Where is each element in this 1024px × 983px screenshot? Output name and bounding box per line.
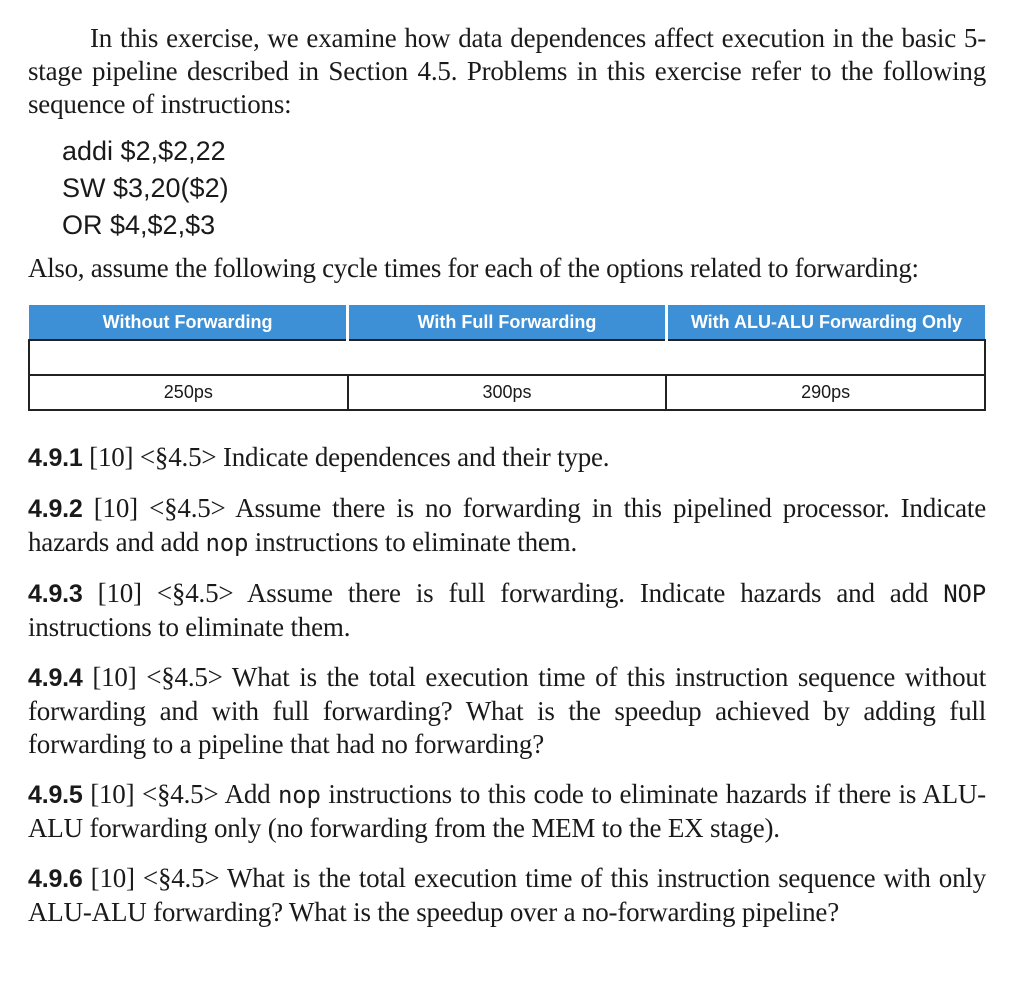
problem-4-9-4 — [28, 661, 986, 761]
problem-number: 4.9.1 — [28, 444, 83, 472]
problem-meta: [10] <§4.5> — [82, 493, 236, 523]
problem-text: What is the total execution time of this instruction sequence with only ALU-ALU forwarding? What is the speedup over a no-forwarding pipeline? — [28, 863, 986, 927]
problem-number: 4.9.3 — [28, 580, 83, 608]
problem-text: Indicate dependences and their type. — [222, 442, 610, 472]
problem-text: Assume there is no forwarding in this pipelined processor. Indicate hazards and add — [28, 493, 986, 557]
header-full-forwarding: With Full Forwarding — [348, 305, 667, 340]
problem-4-9-2 — [28, 492, 986, 560]
problem-text: Assume there is full forwarding. Indicate hazards and add — [246, 578, 944, 608]
problem-text: What is the total execution time of this instruction sequence without forwarding and with full forwarding? What is the speedup achieved by adding full forwarding to a pipeline that had no forwarding? — [28, 662, 986, 759]
problem-text: instructions to eliminate them. — [28, 612, 351, 642]
instruction-line: SW $3,20($2) — [62, 173, 229, 203]
code-token: nop — [205, 529, 249, 557]
problem-number: 4.9.5 — [28, 781, 83, 809]
code-token: nop — [278, 781, 321, 809]
table-header-row — [29, 305, 985, 340]
exercise-page — [28, 22, 986, 929]
problem-text: instructions to this code to eliminate hazards if there is ALU-ALU forwarding only (no forwarding from the MEM to the EX stage). — [28, 779, 986, 843]
problem-4-9-1 — [28, 441, 986, 475]
value-without-forwarding: 250ps — [29, 375, 348, 410]
problem-number: 4.9.2 — [28, 495, 83, 523]
code-token: NOP — [943, 580, 986, 608]
problem-meta: [10] <§4.5> — [82, 662, 232, 692]
problem-4-9-6 — [28, 862, 986, 929]
table-row — [29, 375, 985, 410]
problem-meta: [10] <§4.5> — [82, 863, 227, 893]
instruction-line: addi $2,$2,22 — [62, 136, 226, 166]
header-alu-alu-forwarding: With ALU-ALU Forwarding Only — [666, 305, 985, 340]
cycle-time-table — [28, 305, 986, 411]
problem-4-9-3 — [28, 577, 986, 644]
table-spacer — [29, 340, 985, 375]
problem-text: Add — [224, 779, 279, 809]
value-alu-alu-forwarding: 290ps — [666, 375, 985, 410]
problem-meta: [10] <§4.5> — [82, 442, 223, 472]
problem-meta: [10] <§4.5> — [82, 578, 247, 608]
instruction-sequence — [62, 133, 986, 244]
problem-text: instructions to eliminate them. — [248, 527, 578, 557]
problem-number: 4.9.4 — [28, 664, 83, 692]
header-without-forwarding: Without Forwarding — [29, 305, 348, 340]
problem-4-9-5 — [28, 778, 986, 845]
problem-number: 4.9.6 — [28, 865, 83, 893]
problem-meta: [10] <§4.5> — [82, 779, 225, 809]
assumption-paragraph: Also, assume the following cycle times for each of the options related to forwarding: — [28, 253, 919, 283]
instruction-line: OR $4,$2,$3 — [62, 210, 216, 240]
value-full-forwarding: 300ps — [348, 375, 667, 410]
intro-paragraph: In this exercise, we examine how data dependences affect execution in the basic 5-stage pipeline described in Section 4.5. Problems in this exercise refer to the following sequence of instructions: — [28, 23, 986, 119]
